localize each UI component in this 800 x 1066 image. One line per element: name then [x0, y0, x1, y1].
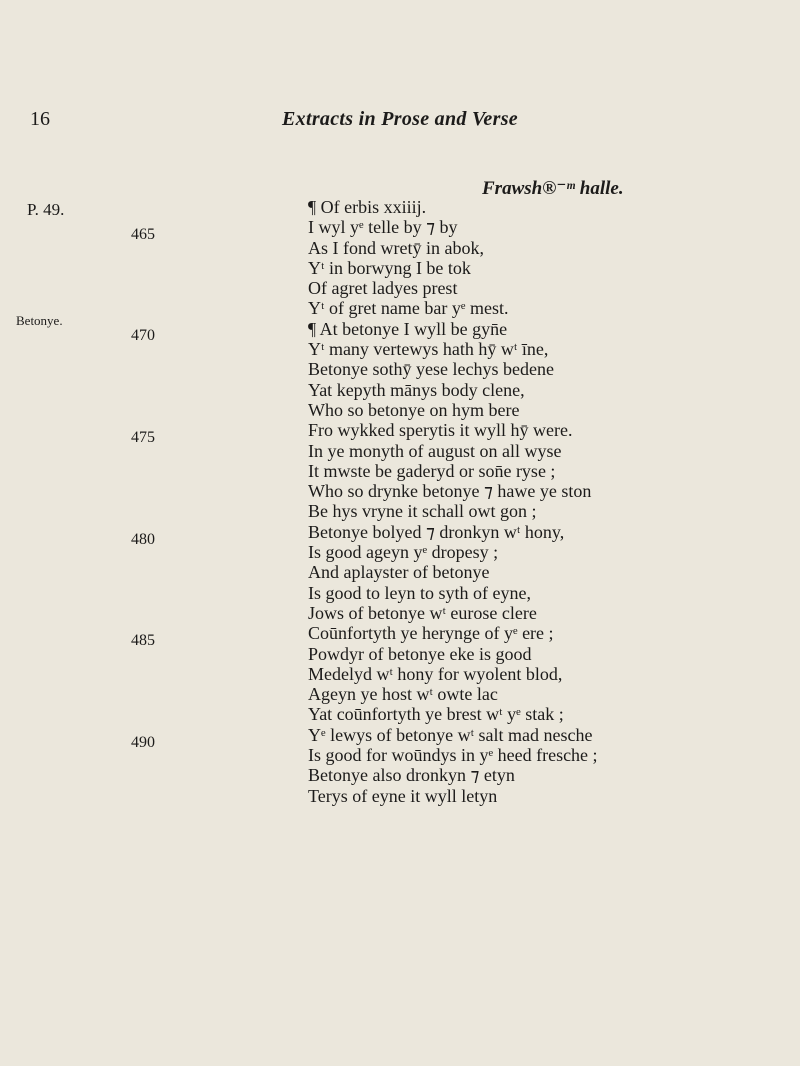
poem-line: In ye monyth of august on all wyse — [308, 440, 562, 461]
poem-line: Medelyd wᵗ hony for wyolent blod, — [308, 663, 563, 684]
poem-line: ¶ Of erbis xxiiij. — [308, 197, 427, 217]
page-header — [0, 108, 800, 138]
poem-line: Ageyn ye host wᵗ owte lac — [308, 684, 498, 705]
poem-line: ¶ At betonye I wyll be gyn̄e — [308, 318, 508, 339]
line-number: 475 — [131, 429, 155, 446]
running-title: Extracts in Prose and Verse — [282, 108, 518, 130]
poem-line: Is good ageyn yᵉ dropesy ; — [308, 542, 499, 563]
line-number: 480 — [131, 531, 155, 548]
poem-line: Jows of betonye wᵗ eurose clere — [308, 602, 537, 623]
line-number: 490 — [131, 734, 155, 751]
poem-line: Yat kepyth mānys body clene, — [308, 379, 525, 400]
margin-sidenote: Betonye. — [16, 313, 63, 328]
poem-line: And aplayster of betonye — [308, 562, 490, 583]
line-number: 465 — [131, 226, 155, 243]
poem-line: Fro wykked sperytis it wyll hȳ were. — [308, 420, 573, 441]
poem-line: Coūnfortyth ye herynge of yᵉ ere ; — [308, 623, 554, 644]
line-number: 470 — [131, 327, 155, 344]
poem-line: Terys of eyne it wyll letyn — [308, 785, 498, 806]
poem-line: As I fond wretȳ in abok, — [308, 237, 484, 258]
poem-line: Betonye bolyed ⁊ dronkyn wᵗ hony, — [308, 521, 565, 542]
line-number: 485 — [131, 632, 155, 649]
page-reference: P. 49. — [27, 200, 65, 219]
poem-line: Yᵉ lewys of betonye wᵗ salt mad nesche — [308, 724, 593, 745]
poem-line: Yat coūnfortyth ye brest wᵗ yᵉ stak ; — [308, 704, 564, 725]
poem-body — [308, 197, 788, 806]
poem-line: Yᵗ many vertewys hath hȳ wᵗ īne, — [308, 339, 549, 360]
poem-line: Is good for woūndys in yᵉ heed fresche ; — [308, 745, 598, 766]
poem-line: Betonye also dronkyn ⁊ etyn — [308, 765, 515, 786]
poem-line: It mwste be gaderyd or son̄e ryse ; — [308, 460, 556, 481]
poem-line: Who so betonye on hym bere — [308, 399, 520, 420]
page-number: 16 — [30, 108, 50, 130]
poem-line: Yᵗ of gret name bar yᵉ mest. — [308, 298, 509, 319]
poem-line: Betonye sothȳ yese lechys bedene — [308, 359, 554, 380]
poem-line: Is good to leyn to syth of eyne, — [308, 582, 531, 603]
section-subtitle: Frawsh®⁻ᵐ halle. — [482, 178, 624, 199]
poem-line: Yᵗ in borwyng I be tok — [308, 257, 471, 278]
poem-line: Be hys vryne it schall owt gon ; — [308, 501, 537, 522]
poem-line: I wyl yᵉ telle by ⁊ by — [308, 217, 458, 238]
poem-line: Who so drynke betonye ⁊ hawe ye ston — [308, 481, 592, 502]
poem-line: Powdyr of betonye eke is good — [308, 643, 532, 664]
poem-line: Of agret ladyes prest — [308, 278, 458, 299]
